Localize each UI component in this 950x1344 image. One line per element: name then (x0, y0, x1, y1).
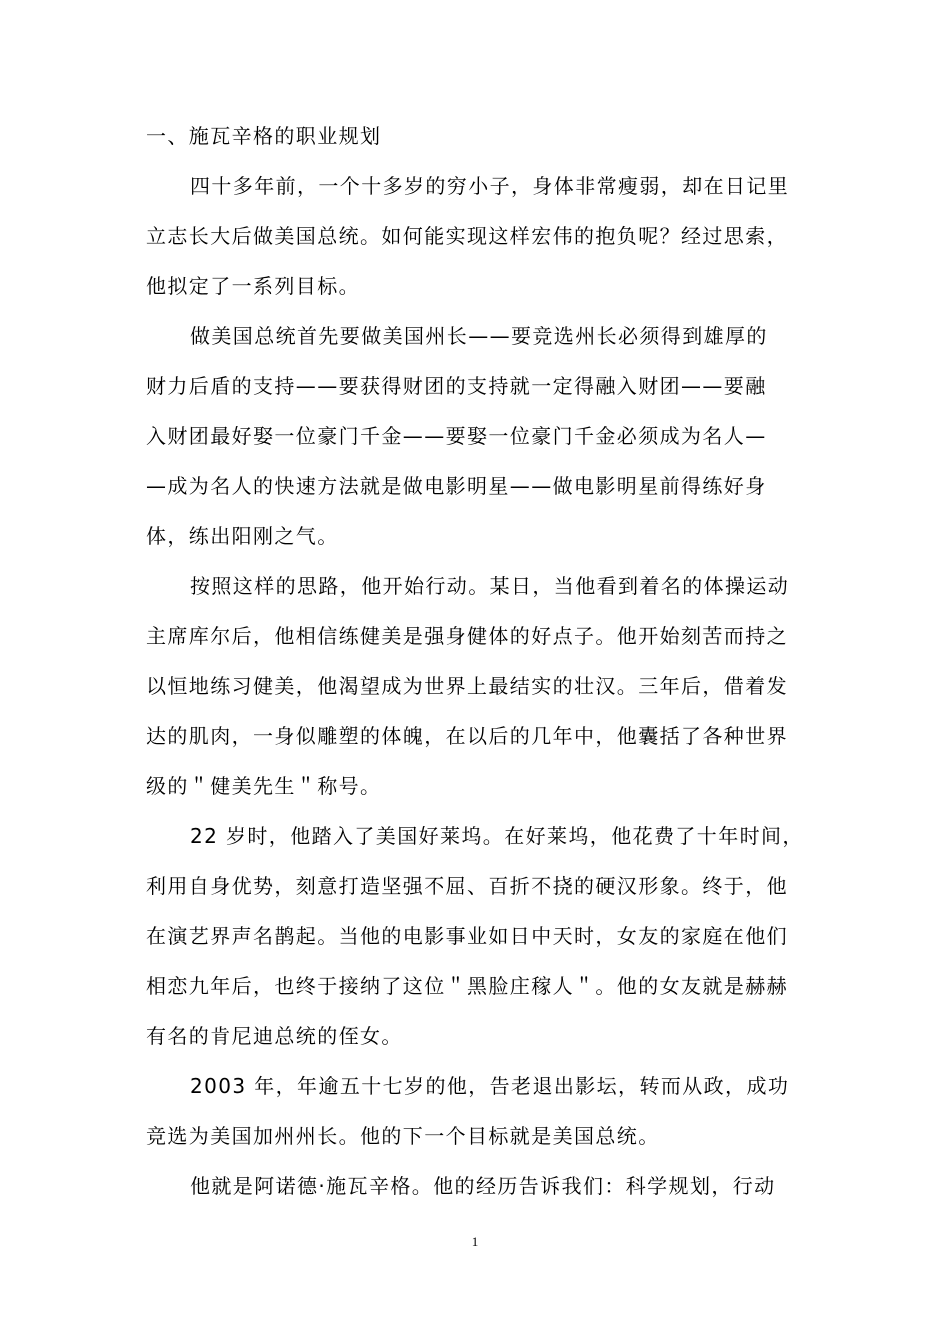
paragraph-4-line-5: 有名的肯尼迪总统的侄女。 (146, 1024, 403, 1048)
paragraph-3-line-1: 按照这样的思路，他开始行动。某日，当他看到着名的体操运动 (190, 574, 790, 598)
paragraph-3-line-4: 达的肌肉，一身似雕塑的体魄，在以后的几年中，他囊括了各种世界 (146, 724, 788, 748)
paragraph-4-line-1: 22 岁时，他踏入了美国好莱坞。在好莱坞，他花费了十年时间， (190, 824, 804, 848)
paragraph-1-line-3: 他拟定了一系列目标。 (146, 274, 360, 298)
paragraph-3-line-3: 以恒地练习健美，他渴望成为世界上最结实的壮汉。三年后，借着发 (146, 674, 788, 698)
paragraph-2-line-1: 做美国总统首先要做美国州长——要竞选州长必须得到雄厚的 (190, 324, 768, 348)
paragraph-1-line-2: 立志长大后做美国总统。如何能实现这样宏伟的抱负呢？经过思索， (146, 224, 788, 248)
paragraph-5-line-2: 竞选为美国加州州长。他的下一个目标就是美国总统。 (146, 1124, 660, 1148)
paragraph-6-line-1: 他就是阿诺德·施瓦辛格。他的经历告诉我们：科学规划，行动 (190, 1174, 776, 1198)
paragraph-1-line-1: 四十多年前，一个十多岁的穷小子，身体非常瘦弱，却在日记里 (190, 174, 790, 198)
paragraph-3-line-2: 主席库尔后，他相信练健美是强身健体的好点子。他开始刻苦而持之 (146, 624, 788, 648)
paragraph-2-line-2: 财力后盾的支持——要获得财团的支持就一定得融入财团——要融 (146, 374, 767, 398)
paragraph-2-line-4: —成为名人的快速方法就是做电影明星——做电影明星前得练好身 (146, 474, 767, 498)
paragraph-5-line-1: 2003 年，年逾五十七岁的他，告老退出影坛，转而从政，成功 (190, 1074, 790, 1098)
page-number: 1 (471, 1234, 479, 1249)
paragraph-4-line-2: 利用自身优势，刻意打造坚强不屈、百折不挠的硬汉形象。终于，他 (146, 874, 788, 898)
paragraph-2-line-5: 体，练出阳刚之气。 (146, 524, 339, 548)
paragraph-4-line-3: 在演艺界声名鹊起。当他的电影事业如日中天时，女友的家庭在他们 (146, 924, 788, 948)
paragraph-4-line-4: 相恋九年后，也终于接纳了这位＂黑脸庄稼人＂。他的女友就是赫赫 (146, 974, 788, 998)
section-heading: 一、施瓦辛格的职业规划 (146, 124, 382, 148)
paragraph-2-line-3: 入财团最好娶一位豪门千金——要娶一位豪门千金必须成为名人— (146, 424, 767, 448)
paragraph-3-line-5: 级的＂健美先生＂称号。 (146, 774, 382, 798)
